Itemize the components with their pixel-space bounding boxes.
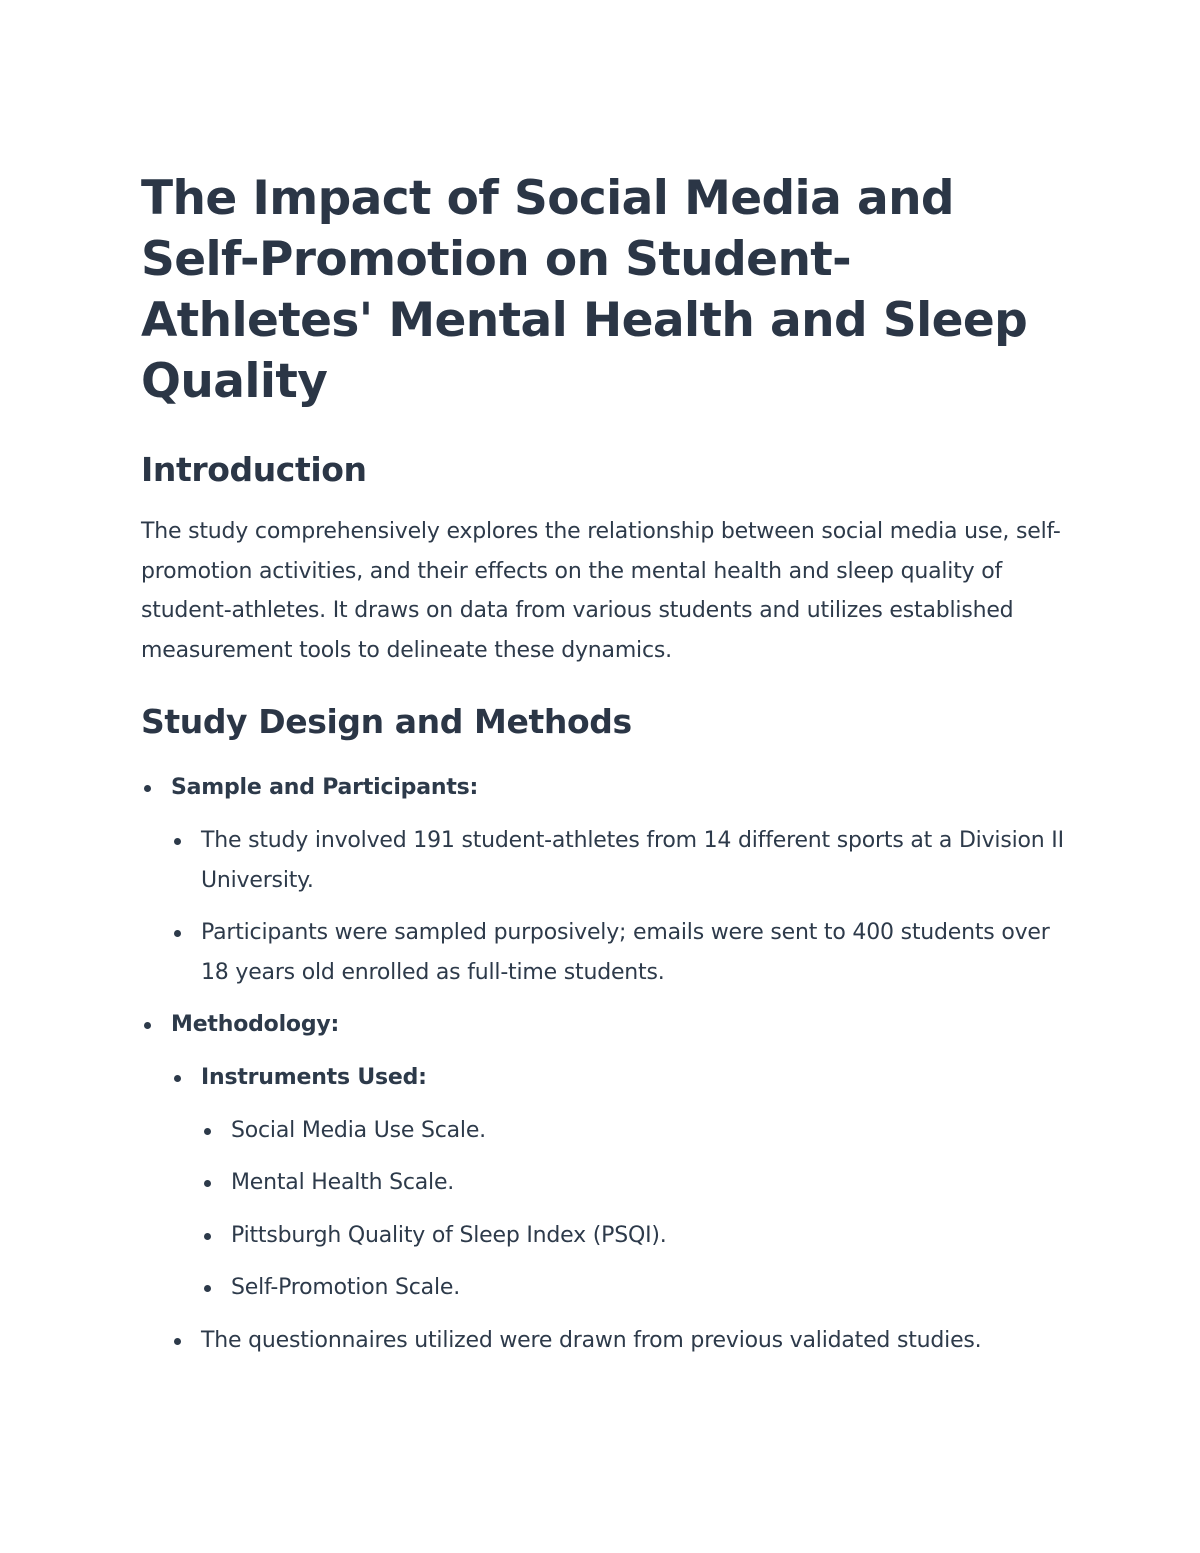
- bullet-icon: [174, 1338, 181, 1345]
- list-item-instruments: [171, 1058, 1071, 1308]
- sample-label: Sample and Participants:: [171, 775, 479, 801]
- introduction-paragraph: The study comprehensively explores the relationship between social media use, self-promotion activities, and their effects on the mental health and sleep quality of student-athletes. It draws on data from various students and utilizes established measurement tools to delineate these dynamics.: [141, 519, 1061, 663]
- list-item: [201, 1111, 1071, 1151]
- list-item-sample: [141, 768, 1071, 992]
- document-page: [141, 168, 1071, 1361]
- list-item-methodology: [141, 1005, 1071, 1360]
- introduction-heading: Introduction: [141, 450, 367, 489]
- bullet-icon: [204, 1128, 211, 1135]
- instruments-sublist: [201, 1111, 1071, 1308]
- document-title: The Impact of Social Media and Self-Promotion on Student-Athletes' Mental Health and Sleep Quality: [141, 171, 1028, 409]
- methods-list: [141, 768, 1071, 1360]
- sample-sublist: [171, 821, 1071, 992]
- bullet-icon: [144, 1022, 151, 1029]
- instruments-label: Instruments Used:: [201, 1064, 427, 1090]
- list-item: [201, 1268, 1071, 1308]
- sample-item-2: Participants were sampled purposively; emails were sent to 400 students over 18 years old enrolled as full-time students.: [201, 920, 1050, 985]
- list-item: [171, 821, 1071, 900]
- bullet-icon: [174, 838, 181, 845]
- instrument-item-3: Pittsburgh Quality of Sleep Index (PSQI).: [231, 1222, 667, 1248]
- bullet-icon: [174, 1075, 181, 1082]
- bullet-icon: [204, 1233, 211, 1240]
- methodology-label: Methodology:: [171, 1012, 340, 1038]
- bullet-icon: [174, 930, 181, 937]
- list-item: [171, 1321, 1071, 1361]
- bullet-icon: [204, 1180, 211, 1187]
- methods-heading: Study Design and Methods: [141, 702, 632, 742]
- bullet-icon: [204, 1285, 211, 1292]
- list-item: [201, 1163, 1071, 1203]
- methodology-note: The questionnaires utilized were drawn from previous validated studies.: [201, 1327, 982, 1353]
- list-item: [171, 913, 1071, 992]
- instrument-item-1: Social Media Use Scale.: [231, 1117, 486, 1143]
- list-item: [201, 1216, 1071, 1256]
- bullet-icon: [144, 785, 151, 792]
- sample-item-1: The study involved 191 student-athletes from 14 different sports at a Division II University.: [201, 827, 1064, 893]
- methodology-sublist: [171, 1058, 1071, 1361]
- instrument-item-4: Self-Promotion Scale.: [231, 1275, 461, 1301]
- instrument-item-2: Mental Health Scale.: [231, 1170, 455, 1196]
